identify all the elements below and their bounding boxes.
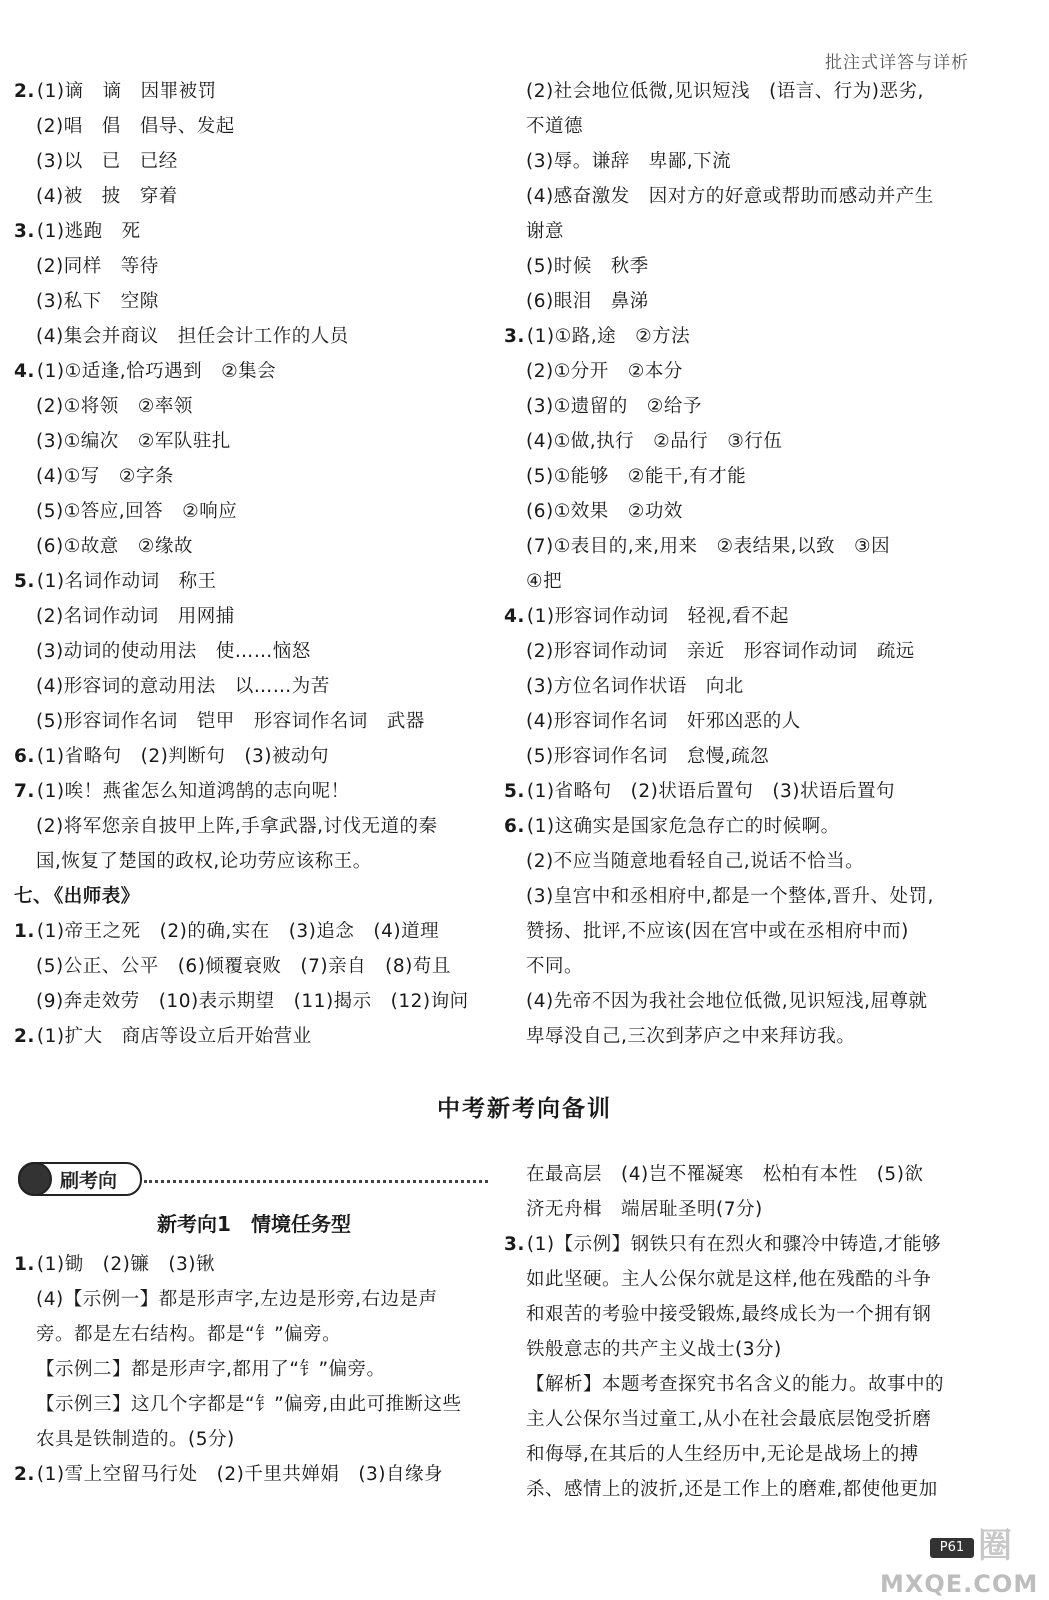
answer-line: [504, 284, 994, 319]
answer-text: 赞扬、批评,不应该(因在宫中或在丞相府中而): [526, 921, 909, 942]
answer-text: 谢意: [526, 221, 565, 242]
answer-text: (1)省略句 (2)状语后置句 (3)状语后置句: [526, 781, 896, 802]
answer-text: (2)社会地位低微,见识短浅 (语言、行为)恶劣,: [526, 81, 924, 102]
answer-text: 不同。: [526, 956, 584, 977]
answer-text: (5)①答应,回答 ②响应: [36, 501, 238, 522]
watermark-site: MXQE.COM: [880, 1570, 1039, 1598]
answer-line: [504, 424, 994, 459]
answer-line: [14, 109, 494, 144]
answer-line: [14, 1422, 494, 1457]
answer-line: [504, 109, 994, 144]
answer-text: (3)私下 空隙: [36, 291, 159, 312]
badge-row: [14, 1162, 494, 1196]
left-column-top: [14, 74, 494, 1054]
watermark-logo: 圈: [978, 1526, 1012, 1566]
brush-badge: [18, 1162, 142, 1196]
question-number: 2.: [14, 81, 35, 102]
answer-text: (1)形容词作动词 轻视,看不起: [526, 606, 789, 627]
answer-text: (2)名词作动词 用网捕: [36, 606, 235, 627]
answer-line: [504, 1192, 994, 1227]
answer-text: (5)形容词作名词 怠慢,疏忽: [526, 746, 770, 767]
answer-text: (1)雪上空留马行处 (2)千里共婵娟 (3)自缘身: [36, 1464, 444, 1485]
dotted-divider: [144, 1180, 488, 1183]
answer-text: (5)公正、公平 (6)倾覆衰败 (7)亲自 (8)苟且: [36, 956, 451, 977]
answer-text: (2)①将领 ②率领: [36, 396, 193, 417]
answer-line: [14, 389, 494, 424]
section-title: 中考新考向备训: [437, 1096, 612, 1122]
answer-line: [504, 1472, 994, 1507]
answer-text: (9)奔走效劳 (10)表示期望 (11)揭示 (12)询问: [36, 991, 469, 1012]
question-number: 2.: [14, 1464, 35, 1485]
right-column-top: [504, 74, 994, 1054]
answer-line: [504, 459, 994, 494]
answer-text: 在最高层 (4)岂不罹凝寒 松柏有本性 (5)欲: [526, 1164, 924, 1185]
answer-text: 如此坚硬。主人公保尔就是这样,他在残酷的斗争: [526, 1269, 932, 1290]
answer-line: [504, 564, 994, 599]
answer-text: 国,恢复了楚国的政权,论功劳应该称王。: [36, 851, 372, 872]
question-number: 5.: [14, 571, 35, 592]
answer-text: (4)被 披 穿着: [36, 186, 178, 207]
answer-line: [504, 1262, 994, 1297]
answer-text: (7)①表目的,来,用来 ②表结果,以致 ③因: [526, 536, 891, 557]
question-number: 2.: [14, 1026, 35, 1047]
answer-text: (6)①效果 ②功效: [526, 501, 683, 522]
answer-text: 济无舟楫 端居耻圣明(7分): [526, 1199, 763, 1220]
answer-line: [504, 879, 994, 914]
answer-text: (4)形容词作名词 奸邪凶恶的人: [526, 711, 801, 732]
question-number: 7.: [14, 781, 35, 802]
answer-text: (1)扩大 商店等设立后开始营业: [36, 1026, 312, 1047]
answer-line: [504, 739, 994, 774]
answer-line: [14, 1387, 494, 1422]
answer-line: [14, 949, 494, 984]
answer-text: (1)锄 (2)镰 (3)锹: [36, 1254, 216, 1275]
left-column-bottom: [14, 1247, 494, 1492]
answer-text: (4)【示例一】都是形声字,左边是形旁,右边是声: [36, 1289, 438, 1310]
answer-line: [504, 984, 994, 1019]
answer-line: [14, 354, 494, 389]
answer-text: (2)①分开 ②本分: [526, 361, 683, 382]
answer-text: (6)眼泪 鼻涕: [526, 291, 649, 312]
answer-line: [14, 879, 494, 914]
answer-line: [14, 564, 494, 599]
answer-line: [504, 1332, 994, 1367]
answer-text: (1)帝王之死 (2)的确,实在 (3)追念 (4)道理: [36, 921, 440, 942]
answer-line: [504, 599, 994, 634]
answer-line: [14, 1352, 494, 1387]
answer-text: 旁。都是左右结构。都是“钅”偏旁。: [36, 1324, 342, 1345]
answer-text: 铁般意志的共产主义战士(3分): [526, 1339, 782, 1360]
answer-text: (6)①故意 ②缘故: [36, 536, 193, 557]
answer-text: (1)唉！燕雀怎么知道鸿鹄的志向呢！: [36, 781, 350, 802]
answer-line: [14, 179, 494, 214]
answer-line: [504, 949, 994, 984]
answer-text: (1)逃跑 死: [36, 221, 141, 242]
answer-line: [14, 1457, 494, 1492]
answer-line: [504, 214, 994, 249]
answer-line: [504, 1297, 994, 1332]
answer-text: ④把: [526, 571, 563, 592]
running-header: 批注式详答与详析: [825, 53, 969, 73]
answer-text: 【解析】本题考查探究书名含义的能力。故事中的: [526, 1374, 945, 1395]
answer-text: (2)同样 等待: [36, 256, 159, 277]
answer-text: (4)①做,执行 ②品行 ③行伍: [526, 431, 783, 452]
answer-text: (1)①适逢,恰巧遇到 ②集会: [36, 361, 277, 382]
answer-line: [504, 634, 994, 669]
answer-line: [504, 774, 994, 809]
answer-line: [504, 809, 994, 844]
answer-text: (4)形容词的意动用法 以……为苦: [36, 676, 330, 697]
answer-text: (1)【示例】钢铁只有在烈火和骤冷中铸造,才能够: [526, 1234, 941, 1255]
answer-text: (1)省略句 (2)判断句 (3)被动句: [36, 746, 330, 767]
answer-line: [504, 1019, 994, 1054]
answer-line: [14, 739, 494, 774]
answer-text: (4)集会并商议 担任会计工作的人员: [36, 326, 349, 347]
answer-text: 卑辱没自己,三次到茅庐之中来拜访我。: [526, 1026, 856, 1047]
answer-line: [14, 599, 494, 634]
answer-text: (4)感奋激发 因对方的好意或帮助而感动并产生: [526, 186, 934, 207]
answer-line: [14, 634, 494, 669]
answer-line: [14, 669, 494, 704]
answer-line: [14, 494, 494, 529]
answer-line: [14, 1317, 494, 1352]
answer-line: [504, 249, 994, 284]
answer-line: [504, 669, 994, 704]
question-number: 5.: [504, 781, 525, 802]
question-number: 七、: [14, 886, 53, 907]
answer-text: (3)①遗留的 ②给予: [526, 396, 702, 417]
answer-text: (3)辱。谦辞 卑鄙,下流: [526, 151, 732, 172]
answer-line: [14, 144, 494, 179]
question-number: 4.: [14, 361, 35, 382]
answer-text: (3)皇宫中和丞相府中,都是一个整体,晋升、处罚,: [526, 886, 934, 907]
answer-text: 和侮辱,在其后的人生经历中,无论是战场上的搏: [526, 1444, 919, 1465]
question-number: 1.: [14, 921, 35, 942]
answer-text: 主人公保尔当过童工,从小在社会最底层饱受折磨: [526, 1409, 932, 1430]
answer-text: (2)唱 倡 倡导、发起: [36, 116, 235, 137]
answer-text: (1)①路,途 ②方法: [526, 326, 691, 347]
answer-line: [14, 424, 494, 459]
right-column-bottom: [504, 1157, 994, 1507]
answer-line: [504, 1367, 994, 1402]
answer-text: (3)①编次 ②军队驻扎: [36, 431, 231, 452]
answer-text: (2)将军您亲自披甲上阵,手拿武器,讨伐无道的秦: [36, 816, 438, 837]
answer-line: [504, 179, 994, 214]
answer-line: [14, 249, 494, 284]
answer-line: [504, 319, 994, 354]
answer-line: [504, 844, 994, 879]
question-number: 3.: [14, 221, 35, 242]
answer-text: (1)这确实是国家危急存亡的时候啊。: [526, 816, 840, 837]
answer-line: [14, 74, 494, 109]
question-number: 4.: [504, 606, 525, 627]
question-number: 3.: [504, 1234, 525, 1255]
answer-line: [14, 284, 494, 319]
question-number: 1.: [14, 1254, 35, 1275]
answer-line: [14, 214, 494, 249]
answer-line: [14, 844, 494, 879]
answer-line: [504, 1402, 994, 1437]
answer-line: [14, 984, 494, 1019]
answer-line: [504, 529, 994, 564]
answer-line: [14, 914, 494, 949]
question-number: 6.: [504, 816, 525, 837]
answer-line: [14, 1282, 494, 1317]
answer-line: [504, 74, 994, 109]
answer-line: [14, 774, 494, 809]
answer-text: 农具是铁制造的。(5分): [36, 1429, 235, 1450]
answer-text: 【示例三】这几个字都是“钅”偏旁,由此可推断这些: [36, 1394, 462, 1415]
answer-line: [504, 1227, 994, 1262]
answer-text: (1)谪 谪 因罪被罚: [36, 81, 217, 102]
answer-line: [504, 354, 994, 389]
answer-line: [504, 1157, 994, 1192]
answer-line: [14, 704, 494, 739]
answer-text: 和艰苦的考验中接受锻炼,最终成长为一个拥有钢: [526, 1304, 932, 1325]
answer-line: [504, 704, 994, 739]
answer-line: [14, 1247, 494, 1282]
answer-text: 【示例二】都是形声字,都用了“钅”偏旁。: [36, 1359, 386, 1380]
badge-label: 刷考向: [60, 1170, 118, 1192]
question-number: 3.: [504, 326, 525, 347]
answer-line: [504, 389, 994, 424]
answer-text: (5)形容词作名词 铠甲 形容词作名词 武器: [36, 711, 425, 732]
answer-line: [14, 319, 494, 354]
answer-text: (5)时候 秋季: [526, 256, 649, 277]
answer-text: (2)不应当随意地看轻自己,说话不恰当。: [526, 851, 865, 872]
answer-text: (2)形容词作动词 亲近 形容词作动词 疏远: [526, 641, 915, 662]
answer-line: [504, 914, 994, 949]
answer-line: [14, 529, 494, 564]
answer-line: [504, 144, 994, 179]
answer-text: (5)①能够 ②能干,有才能: [526, 466, 747, 487]
answer-line: [504, 1437, 994, 1472]
subsection-title: 新考向1 情境任务型: [157, 1212, 351, 1236]
answer-text: (3)以 已 已经: [36, 151, 178, 172]
brush-icon: [18, 1162, 52, 1196]
answer-text: (1)名词作动词 称王: [36, 571, 217, 592]
answer-line: [14, 1019, 494, 1054]
answer-text: 《出师表》: [54, 886, 140, 907]
answer-line: [504, 494, 994, 529]
answer-text: (4)①写 ②字条: [36, 466, 174, 487]
question-number: 6.: [14, 746, 35, 767]
answer-line: [14, 459, 494, 494]
page-number: P61: [930, 1538, 974, 1558]
answer-text: 不道德: [526, 116, 584, 137]
answer-text: (3)方位名词作状语 向北: [526, 676, 744, 697]
answer-line: [14, 809, 494, 844]
answer-text: (4)先帝不因为我社会地位低微,见识短浅,屈尊就: [526, 991, 928, 1012]
answer-text: (3)动词的使动用法 使……恼怒: [36, 641, 311, 662]
answer-text: 杀、感情上的波折,还是工作上的磨难,都使他更加: [526, 1479, 938, 1500]
